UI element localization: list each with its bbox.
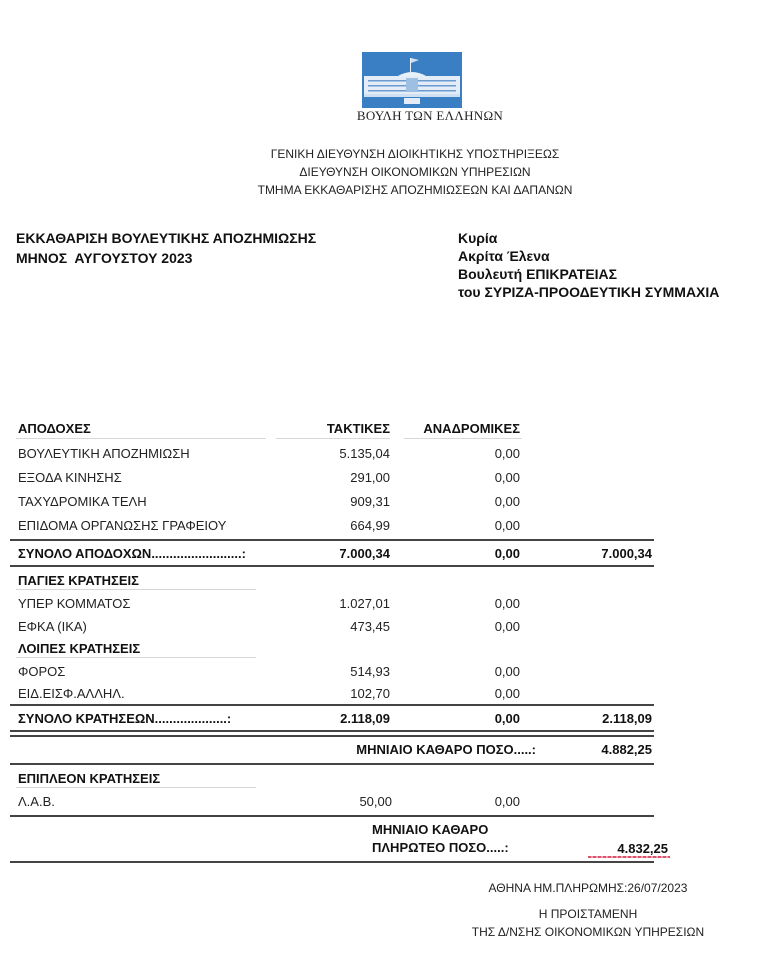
deduction-row-retro: 0,00	[494, 794, 520, 809]
earnings-total-sum: 7.000,34	[601, 546, 652, 561]
regular-header: ΤΑΚΤΙΚΕΣ	[326, 421, 390, 436]
earnings-row-retro: 0,00	[494, 446, 520, 461]
earnings-total-regular: 7.000,34	[339, 546, 390, 561]
earnings-total-retro: 0,00	[494, 546, 520, 561]
earnings-row-retro: 0,00	[494, 470, 520, 485]
fixed-deductions-title: ΠΑΓΙΕΣ ΚΡΑΤΗΣΕΙΣ	[18, 573, 139, 588]
earnings-total-label: ΣΥΝΟΛΟ ΑΠΟΔΟΧΩΝ.........................:	[18, 546, 246, 561]
monthly-net-value: 4.882,25	[601, 742, 652, 757]
document-period: ΜΗΝΟΣ ΑΥΓΟΥΣΤΟΥ 2023	[16, 250, 193, 266]
deductions-total-retro: 0,00	[494, 711, 520, 726]
recipient-role: Βουλευτή ΕΠΙΚΡΑΤΕΙΑΣ	[458, 266, 618, 282]
other-deductions-title: ΛΟΙΠΕΣ ΚΡΑΤΗΣΕΙΣ	[18, 641, 141, 656]
deduction-row-regular: 473,45	[350, 619, 390, 634]
deduction-row-regular: 1.027,01	[339, 596, 390, 611]
earnings-header: ΑΠΟΔΟΧΕΣ	[18, 421, 91, 436]
payment-date: ΑΘΗΝΑ ΗΜ.ΠΛΗΡΩΜΗΣ:26/07/2023	[488, 881, 688, 895]
deduction-row-label: ΥΠΕΡ ΚΟΜΜΑΤΟΣ	[18, 596, 131, 611]
parliament-building-icon	[362, 52, 462, 108]
deductions-total-sum: 2.118,09	[602, 711, 652, 726]
recipient-party: του ΣΥΡΙΖΑ-ΠΡΟΟΔΕΥΤΙΚΗ ΣΥΜΜΑΧΙΑ	[458, 284, 720, 300]
deduction-row-retro: 0,00	[494, 686, 520, 701]
earnings-row-regular: 909,31	[350, 494, 390, 509]
payable-red-underline	[588, 856, 670, 858]
deduction-row-retro: 0,00	[494, 596, 520, 611]
department-line-3: ΤΜΗΜΑ ΕΚΚΑΘΑΡΙΣΗΣ ΑΠΟΖΗΜΙΩΣΕΩΝ ΚΑΙ ΔΑΠΑΝΩΝ	[257, 183, 573, 197]
earnings-row-label: ΕΞΟΔΑ ΚΙΝΗΣΗΣ	[18, 470, 122, 485]
earnings-row-retro: 0,00	[494, 518, 520, 533]
deduction-row-label: ΕΦΚΑ (ΙΚΑ)	[18, 619, 87, 634]
recipient-name: Ακρίτα Έλενα	[458, 248, 550, 264]
signatory-department: ΤΗΣ Δ/ΝΣΗΣ ΟΙΚΟΝΟΜΙΚΩΝ ΥΠΗΡΕΣΙΩΝ	[471, 925, 705, 939]
document-title: ΕΚΚΑΘΑΡΙΣΗ ΒΟΥΛΕΥΤΙΚΗΣ ΑΠΟΖΗΜΙΩΣΗΣ	[16, 230, 317, 246]
deduction-row-regular: 50,00	[359, 794, 392, 809]
deduction-row-label: ΦΟΡΟΣ	[18, 664, 66, 679]
deduction-row-regular: 514,93	[350, 664, 390, 679]
earnings-row-label: ΤΑΧΥΔΡΟΜΙΚΑ ΤΕΛΗ	[18, 494, 147, 509]
payable-label-line2: ΠΛΗΡΩΤΕΟ ΠΟΣΟ.....:	[372, 840, 509, 855]
deduction-row-retro: 0,00	[494, 664, 520, 679]
earnings-row-label: ΕΠΙΔΟΜΑ ΟΡΓΑΝΩΣΗΣ ΓΡΑΦΕΙΟΥ	[18, 518, 227, 533]
deduction-row-label: Λ.Α.Β.	[18, 794, 55, 809]
earnings-row-retro: 0,00	[494, 494, 520, 509]
earnings-row-label: ΒΟΥΛΕΥΤΙΚΗ ΑΠΟΖΗΜΙΩΣΗ	[18, 446, 190, 461]
deduction-row-retro: 0,00	[494, 619, 520, 634]
recipient-salutation: Κυρία	[458, 230, 498, 246]
signatory-title: Η ΠΡΟΙΣΤΑΜΕΝΗ	[538, 907, 638, 921]
retroactive-header: ΑΝΑΔΡΟΜΙΚΕΣ	[423, 421, 520, 436]
monthly-net-label: ΜΗΝΙΑΙΟ ΚΑΘΑΡΟ ΠΟΣΟ.....:	[356, 742, 536, 757]
payable-value: 4.832,25	[617, 841, 668, 856]
extra-deductions-title: ΕΠΙΠΛΕΟΝ ΚΡΑΤΗΣΕΙΣ	[18, 771, 161, 786]
payable-label-line1: ΜΗΝΙΑΙΟ ΚΑΘΑΡΟ	[372, 822, 489, 837]
department-line-1: ΓΕΝΙΚΗ ΔΙΕΥΘΥΝΣΗ ΔΙΟΙΚΗΤΙΚΗΣ ΥΠΟΣΤΗΡΙΞΕΩΣ	[270, 147, 560, 161]
earnings-row-regular: 664,99	[350, 518, 390, 533]
logo-caption: ΒΟΥΛΗ ΤΩΝ ΕΛΛΗΝΩΝ	[356, 108, 504, 123]
deductions-total-regular: 2.118,09	[340, 711, 390, 726]
earnings-row-regular: 5.135,04	[339, 446, 390, 461]
deduction-row-label: ΕΙΔ.ΕΙΣΦ.ΑΛΛΗΛ.	[18, 686, 125, 701]
department-line-2: ΔΙΕΥΘΥΝΣΗ ΟΙΚΟΝΟΜΙΚΩΝ ΥΠΗΡΕΣΙΩΝ	[299, 165, 531, 179]
deductions-total-label: ΣΥΝΟΛΟ ΚΡΑΤΗΣΕΩΝ....................:	[18, 711, 232, 726]
earnings-row-regular: 291,00	[350, 470, 390, 485]
deduction-row-regular: 102,70	[350, 686, 390, 701]
